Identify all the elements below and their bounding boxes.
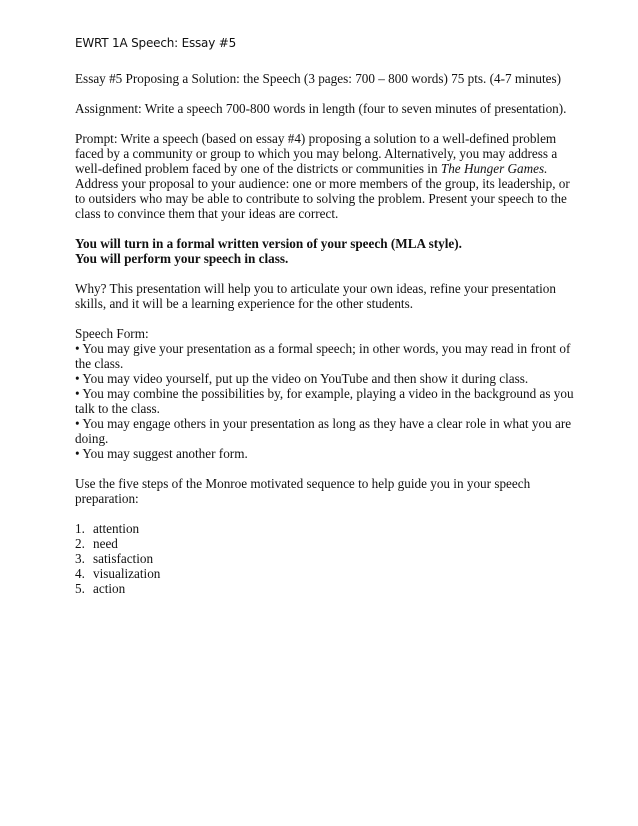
step-number: 1. xyxy=(75,521,85,536)
step-label: attention xyxy=(93,521,140,536)
prompt-paragraph xyxy=(75,131,575,221)
step-number: 5. xyxy=(75,581,85,596)
speech-form-heading: Speech Form: xyxy=(75,326,149,341)
step-label: satisfaction xyxy=(93,551,154,566)
list-item xyxy=(75,566,575,581)
list-item xyxy=(75,551,575,566)
speech-form-item: • You may video yourself, put up the video on YouTube and then show it during class. xyxy=(75,371,529,386)
step-label: action xyxy=(93,581,126,596)
step-number: 3. xyxy=(75,551,85,566)
why-paragraph: Why? This presentation will help you to articulate your own ideas, refine your presentation skills, and it will be a learning experience for the other students. xyxy=(75,281,556,311)
bold-requirement-written: You will turn in a formal written version of your speech (MLA style). xyxy=(75,236,462,251)
speech-form-item: • You may suggest another form. xyxy=(75,446,248,461)
prompt-text-part2: Address your proposal to your audience: one or more members of the group, its leadership, or to outsiders who may be able to contribute to solving the problem. Present your speech to the class to convince them that your ideas are correct. xyxy=(75,176,570,221)
book-title: The Hunger Games. xyxy=(440,161,548,176)
bold-requirement-perform: You will perform your speech in class. xyxy=(75,251,289,266)
monroe-intro-paragraph: Use the five steps of the Monroe motivated sequence to help guide you in your speech preparation: xyxy=(75,476,531,506)
speech-form-item: • You may give your presentation as a formal speech; in other words, you may read in front of the class. xyxy=(75,341,571,371)
list-item xyxy=(75,536,575,551)
list-item xyxy=(75,581,575,596)
step-label: visualization xyxy=(93,566,161,581)
monroe-steps-list xyxy=(75,521,575,596)
speech-form-item: • You may engage others in your presentation as long as they have a clear role in what you are doing. xyxy=(75,416,572,446)
step-number: 4. xyxy=(75,566,85,581)
step-number: 2. xyxy=(75,536,85,551)
assignment-paragraph: Assignment: Write a speech 700-800 words in length (four to seven minutes of presentation). xyxy=(75,101,567,116)
prompt-text-part1: Prompt: Write a speech (based on essay #4) proposing a solution to a well-defined problem faced by a community or group to which you may belong. Alternatively, you may address a well-defined problem faced by one of the districts or communities in xyxy=(75,131,558,176)
speech-form-item: • You may combine the possibilities by, for example, playing a video in the background as you talk to the class. xyxy=(75,386,574,416)
page-header: EWRT 1A Speech: Essay #5 xyxy=(75,36,237,50)
list-item xyxy=(75,521,575,536)
document-body xyxy=(75,71,575,596)
essay-title-line: Essay #5 Proposing a Solution: the Speech (3 pages: 700 – 800 words) 75 pts. (4-7 minutes) xyxy=(75,71,562,86)
step-label: need xyxy=(93,536,118,551)
